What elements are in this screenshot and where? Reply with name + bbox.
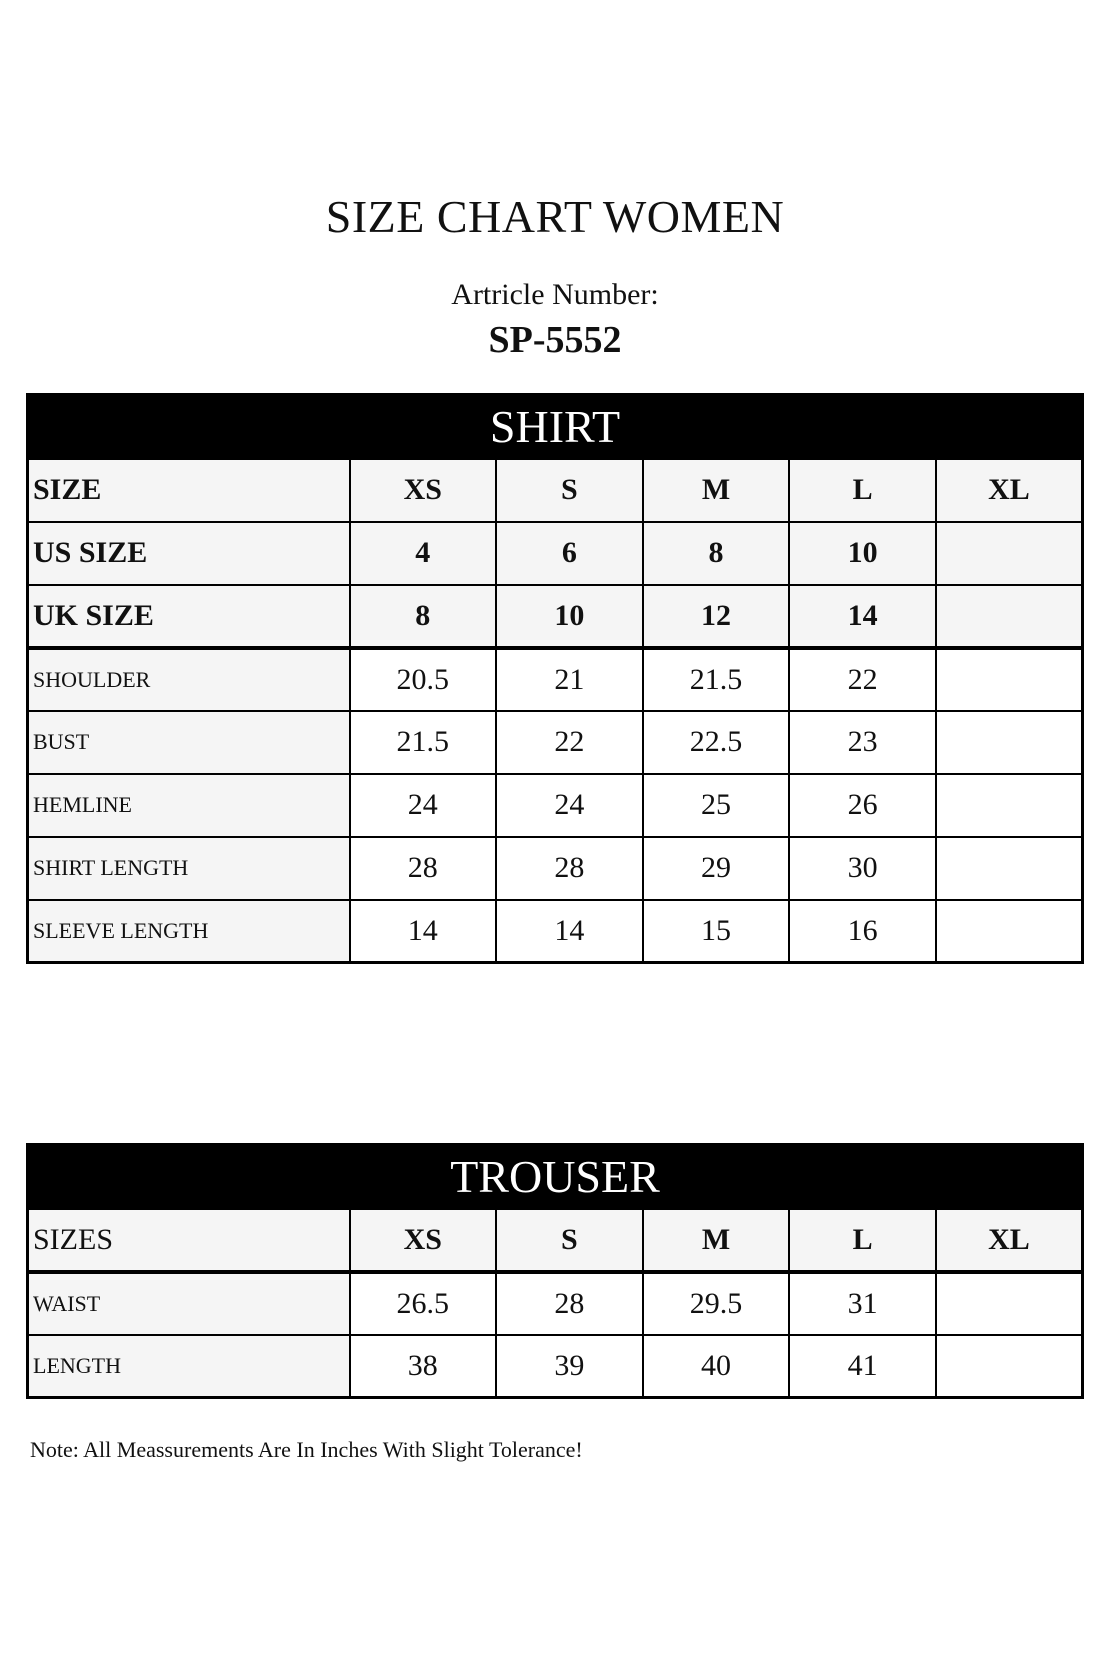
table-cell: 21.5: [643, 648, 790, 711]
header-cell: XS: [350, 1209, 497, 1272]
table-cell: 31: [789, 1272, 936, 1335]
table-cell: 29: [643, 837, 790, 900]
row-label: SHIRT LENGTH: [28, 837, 350, 900]
table-cell: [936, 1335, 1083, 1398]
page-title: SIZE CHART WOMEN: [325, 191, 785, 242]
table-cell: 25: [643, 774, 790, 837]
table-cell: 8: [350, 585, 497, 648]
table-cell: 24: [350, 774, 497, 837]
row-label: US SIZE: [28, 522, 350, 585]
table-cell: 41: [789, 1335, 936, 1398]
table-cell: [936, 648, 1083, 711]
table-row: [28, 900, 1083, 963]
header-cell: XL: [936, 459, 1083, 522]
table-cell: 10: [789, 522, 936, 585]
table-row: [28, 585, 1083, 648]
row-label: SHOULDER: [28, 648, 350, 711]
header-cell: L: [789, 459, 936, 522]
table-cell: 23: [789, 711, 936, 774]
table-cell: [936, 900, 1083, 963]
article-number-value: SP-5552: [488, 319, 622, 361]
trouser-header-row: [28, 1209, 1083, 1272]
row-label: BUST: [28, 711, 350, 774]
header-cell: M: [643, 1209, 790, 1272]
table-cell: [936, 1272, 1083, 1335]
table-cell: 12: [643, 585, 790, 648]
row-label: WAIST: [28, 1272, 350, 1335]
table-cell: 24: [496, 774, 643, 837]
row-label: LENGTH: [28, 1335, 350, 1398]
table-row: [28, 1272, 1083, 1335]
trouser-table-title: TROUSER: [28, 1145, 1083, 1209]
table-cell: 22.5: [643, 711, 790, 774]
table-cell: 22: [496, 711, 643, 774]
header-cell: SIZES: [28, 1209, 350, 1272]
table-row: [28, 648, 1083, 711]
table-cell: 28: [350, 837, 497, 900]
header-cell: SIZE: [28, 459, 350, 522]
table-cell: 8: [643, 522, 790, 585]
table-cell: [936, 711, 1083, 774]
table-row: [28, 1335, 1083, 1398]
article-number-label: Artricle Number:: [451, 278, 659, 311]
table-cell: 39: [496, 1335, 643, 1398]
trouser-size-table: [26, 1143, 1084, 1399]
table-cell: 22: [789, 648, 936, 711]
row-label: UK SIZE: [28, 585, 350, 648]
shirt-header-row: [28, 459, 1083, 522]
header-cell: M: [643, 459, 790, 522]
header-cell: S: [496, 459, 643, 522]
table-cell: 28: [496, 837, 643, 900]
measurement-note: Note: All Meassurements Are In Inches With Slight Tolerance!: [30, 1437, 583, 1462]
table-cell: 14: [496, 900, 643, 963]
table-row: [28, 774, 1083, 837]
table-cell: 28: [496, 1272, 643, 1335]
table-cell: 14: [789, 585, 936, 648]
table-cell: 21.5: [350, 711, 497, 774]
table-cell: 26.5: [350, 1272, 497, 1335]
table-cell: 10: [496, 585, 643, 648]
table-cell: 26: [789, 774, 936, 837]
table-cell: [936, 585, 1083, 648]
table-cell: [936, 774, 1083, 837]
header-cell: XL: [936, 1209, 1083, 1272]
table-cell: 40: [643, 1335, 790, 1398]
row-label: SLEEVE LENGTH: [28, 900, 350, 963]
table-cell: 21: [496, 648, 643, 711]
table-cell: 4: [350, 522, 497, 585]
table-cell: 30: [789, 837, 936, 900]
table-cell: 15: [643, 900, 790, 963]
table-cell: 38: [350, 1335, 497, 1398]
table-row: [28, 522, 1083, 585]
table-cell: 20.5: [350, 648, 497, 711]
row-label: HEMLINE: [28, 774, 350, 837]
header-cell: S: [496, 1209, 643, 1272]
table-row: [28, 837, 1083, 900]
shirt-table-title: SHIRT: [28, 395, 1083, 459]
table-cell: [936, 522, 1083, 585]
header-cell: XS: [350, 459, 497, 522]
table-cell: 29.5: [643, 1272, 790, 1335]
header-cell: L: [789, 1209, 936, 1272]
table-row: [28, 711, 1083, 774]
table-cell: 6: [496, 522, 643, 585]
table-cell: 16: [789, 900, 936, 963]
table-cell: [936, 837, 1083, 900]
shirt-size-table: [26, 393, 1084, 964]
table-cell: 14: [350, 900, 497, 963]
